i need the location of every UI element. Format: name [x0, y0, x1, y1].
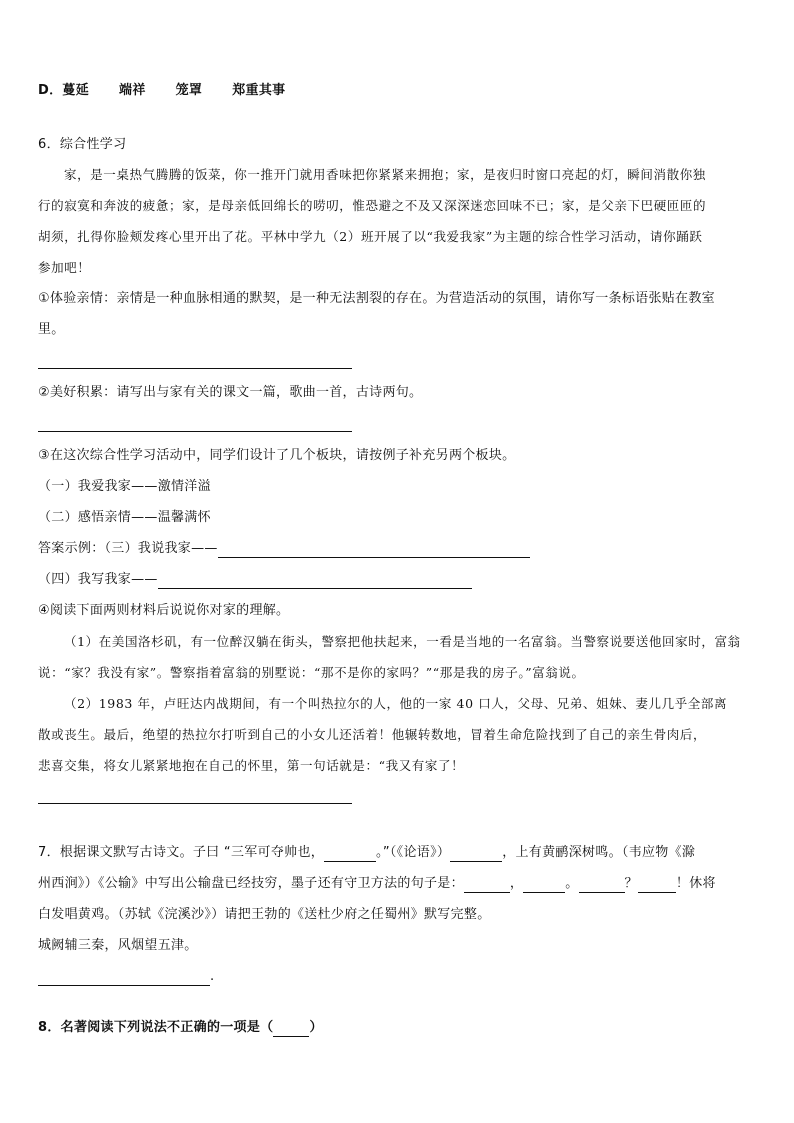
- q7-text: ？: [624, 876, 638, 891]
- option-d-item: 端祥: [119, 83, 146, 98]
- q7-period: .: [210, 969, 215, 984]
- answer-blank[interactable]: [579, 878, 625, 893]
- q6-intro-line: 胡须，扎得你脸颊发疼心里开出了花。平林中学九（2）班开展了以“我爱我家”为主题的综合性学习活动，请你踊跃: [38, 229, 703, 244]
- q7-text: 。”（《论语》）: [376, 845, 451, 860]
- answer-blank[interactable]: [273, 1022, 309, 1037]
- option-d-line: [38, 82, 285, 100]
- q6-example-line: [38, 540, 530, 558]
- q6-intro-line: 行的寂寞和奔波的疲惫；家，是母亲低回绵长的唠叨，惟恐避之不及又深深迷恋回味不已；家，是父亲下巴硬匝匝的: [38, 198, 707, 213]
- q7-line: [38, 844, 695, 862]
- q6-section4-line: [38, 571, 472, 589]
- q6-part1-line: 里。: [38, 322, 65, 337]
- answer-blank[interactable]: [638, 878, 676, 893]
- q6-material2-line: 悲喜交集，将女儿紧紧地抱在自己的怀里，第一句话就是：“我又有家了！: [38, 758, 465, 773]
- q7-text: ，: [509, 876, 524, 891]
- q8-close: ）: [309, 1020, 323, 1035]
- option-d-item: 郑重其事: [232, 83, 286, 98]
- answer-blank[interactable]: [464, 878, 510, 893]
- answer-line[interactable]: [38, 368, 352, 369]
- answer-blank[interactable]: [38, 971, 210, 986]
- q7-line: 城阙辅三秦，风烟望五津。: [38, 938, 198, 953]
- q7-text: 州西涧》）《公输》中写出公输盘已经技穷，墨子还有守卫方法的句子是：: [38, 876, 464, 891]
- answer-line[interactable]: [38, 431, 352, 432]
- q7-text: ！休将: [675, 876, 716, 891]
- q7-text: 。: [565, 876, 579, 891]
- q6-section4-prefix: （四）我写我家——: [38, 572, 158, 587]
- answer-blank[interactable]: [450, 847, 502, 862]
- option-d-item: 笼罩: [175, 83, 203, 98]
- q6-section2: （二）感悟亲情——温馨满怀: [38, 510, 211, 525]
- q8-line: [38, 1019, 323, 1037]
- answer-line[interactable]: [38, 803, 352, 804]
- q6-intro-line: 家，是一桌热气腾腾的饭菜，你一推开门就用香味把你紧紧来拥抱；家，是夜归时窗口亮起的灯，瞬间消散你独: [64, 167, 706, 182]
- q6-part1-line: ①体验亲情：亲情是一种血脉相通的默契，是一种无法割裂的存在。为营造活动的氛围，请你写一条标语张贴在教室: [38, 291, 715, 306]
- q6-material2-line: （2）1983 年，卢旺达内战期间，有一个叫热拉尔的人，他的一家 40 口人，父母、兄弟、姐妹、妻儿几乎全部离: [64, 696, 728, 711]
- option-d-label: D．: [38, 83, 63, 98]
- q7-line: 白发唱黄鸡。（苏轼《浣溪沙》）请把王勃的《送杜少府之任蜀州》默写完整。: [38, 907, 491, 922]
- q7-answer-line: [38, 968, 214, 986]
- option-d-item: 蔓延: [62, 83, 90, 98]
- q6-title: 6．综合性学习: [38, 137, 127, 152]
- answer-blank[interactable]: [324, 847, 376, 862]
- q6-part3: ③在这次综合性学习活动中，同学们设计了几个板块，请按例子补充另两个板块。: [38, 448, 516, 463]
- q6-material1-line: 说：“家？我没有家”。警察指着富翁的别墅说：“那不是你的家吗？”“那是我的房子。”富翁说。: [38, 665, 585, 680]
- q7-text: 7．根据课文默写古诗文。子曰 “三军可夺帅也，: [38, 845, 325, 860]
- q7-text: ，上有黄鹂深树鸣。（韦应物《滁: [502, 845, 696, 860]
- answer-blank[interactable]: [523, 878, 565, 893]
- q7-line: [38, 875, 716, 893]
- q6-intro-line: 参加吧！: [38, 260, 91, 275]
- q6-material1-line: （1）在美国洛杉矶，有一位醉汉躺在街头，警察把他扶起来，一看是当地的一名富翁。当警察说要送他回家时，富翁: [64, 634, 741, 649]
- q6-material2-line: 散或丧生。最后，绝望的热拉尔打听到自己的小女儿还活着！他辗转数地，冒着生命危险找到了自己的亲生骨肉后，: [38, 727, 707, 742]
- q6-section1: （一）我爱我家——激情洋溢: [38, 479, 211, 494]
- q6-part4: ④阅读下面两则材料后说说你对家的理解。: [38, 603, 290, 618]
- q6-example-prefix: 答案示例：（三）我说我家——: [38, 541, 218, 556]
- answer-blank[interactable]: [218, 543, 530, 558]
- answer-blank[interactable]: [158, 574, 472, 589]
- q6-part2: ②美好积累：请写出与家有关的课文一篇，歌曲一首，古诗两句。: [38, 385, 423, 400]
- q8-text: 8．名著阅读下列说法不正确的一项是（: [38, 1020, 274, 1035]
